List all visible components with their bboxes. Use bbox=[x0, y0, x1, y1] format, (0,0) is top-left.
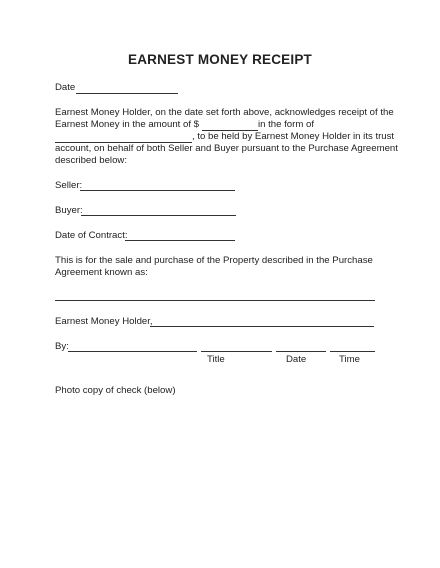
buyer-field[interactable] bbox=[81, 215, 236, 216]
para1-line4: account, on behalf of both Seller and Buyer pursuant to the Purchase Agreement bbox=[55, 143, 398, 154]
time-column-label: Time bbox=[339, 354, 360, 365]
para1-line1: Earnest Money Holder, on the date set forth above, acknowledges receipt of the bbox=[55, 107, 394, 118]
time-field[interactable] bbox=[330, 351, 375, 352]
date-column-label: Date bbox=[286, 354, 307, 365]
signature-field[interactable] bbox=[68, 351, 197, 352]
photo-copy-note: Photo copy of check (below) bbox=[55, 385, 176, 396]
buyer-label: Buyer: bbox=[55, 205, 83, 216]
para1-line2-a: Earnest Money in the amount of $ bbox=[55, 119, 199, 130]
title-column-label: Title bbox=[207, 354, 225, 365]
para2-line1: This is for the sale and purchase of the Property described in the Purchase bbox=[55, 255, 373, 266]
property-field[interactable] bbox=[55, 300, 375, 301]
date-field[interactable] bbox=[76, 93, 178, 94]
holder-label: Earnest Money Holder, bbox=[55, 316, 153, 327]
title-field[interactable] bbox=[201, 351, 272, 352]
seller-label: Seller: bbox=[55, 180, 83, 191]
contract-date-field[interactable] bbox=[125, 240, 235, 241]
contract-date-label: Date of Contract: bbox=[55, 230, 128, 241]
document-title: EARNEST MONEY RECEIPT bbox=[128, 52, 312, 67]
sig-date-field[interactable] bbox=[276, 351, 326, 352]
para1-line5: described below: bbox=[55, 155, 127, 166]
seller-field[interactable] bbox=[80, 190, 235, 191]
by-label: By: bbox=[55, 341, 69, 352]
para1-line3: , to be held by Earnest Money Holder in its trust bbox=[192, 131, 395, 142]
holder-field[interactable] bbox=[150, 326, 374, 327]
para1-line2-b: in the form of bbox=[258, 119, 314, 130]
para2-line2: Agreement known as: bbox=[55, 267, 148, 278]
date-label: Date bbox=[55, 82, 76, 93]
